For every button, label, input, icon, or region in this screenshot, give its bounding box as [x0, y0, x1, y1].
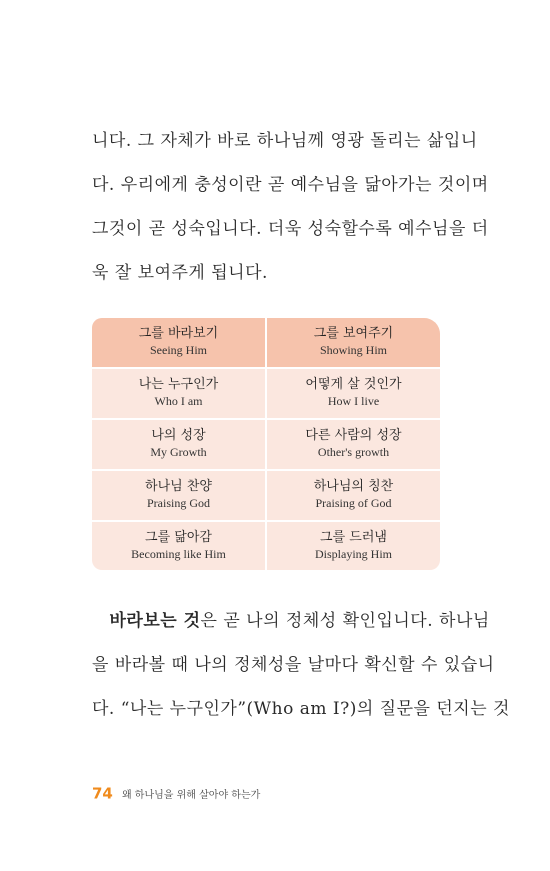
page-footer [92, 783, 260, 803]
cell-korean: 나의 성장 [151, 428, 206, 443]
cell-korean: 어떻게 살 것인가 [305, 377, 402, 392]
cell-korean: 그를 보여주기 [313, 326, 394, 341]
paragraph-2 [92, 599, 510, 731]
cell-english: Praising God [147, 496, 210, 510]
table-cell [92, 369, 265, 418]
text-run: 은 곧 나의 정체성 확인입니다. 하나님 [200, 611, 490, 631]
table-cell [92, 471, 265, 520]
cell-korean: 그를 바라보기 [138, 326, 219, 341]
cell-english: Seeing Him [150, 343, 207, 357]
text-line [92, 599, 490, 643]
row-divider [92, 520, 440, 522]
column-divider [265, 318, 267, 570]
table-cell [92, 522, 265, 570]
text-line: 니다. 그 자체가 바로 하나님께 영광 돌리는 삶입니 [92, 131, 478, 151]
cell-english: Becoming like Him [131, 547, 226, 561]
cell-english: How I live [327, 394, 380, 408]
row-divider [92, 469, 440, 471]
text-line: 그것이 곧 성숙입니다. 더욱 성숙할수록 예수님을 더 [92, 219, 489, 239]
book-title: 왜 하나님을 위해 살아야 하는가 [121, 790, 261, 801]
row-divider [92, 418, 440, 420]
cell-korean: 그를 드러냄 [320, 530, 387, 545]
cell-english: My Growth [150, 445, 207, 459]
cell-english: Praising of God [315, 496, 392, 510]
bold-lead-phrase: 바라보는 것 [109, 611, 201, 631]
text-line: 다. 우리에게 충성이란 곧 예수님을 닮아가는 것이며 [92, 175, 489, 195]
row-divider [92, 367, 440, 369]
header-cell-seeing [92, 318, 265, 367]
cell-korean: 그를 닮아감 [145, 530, 212, 545]
table-cell [267, 471, 440, 520]
cell-korean: 나는 누구인가 [138, 377, 219, 392]
paragraph-1 [92, 119, 489, 295]
text-line: 을 바라볼 때 나의 정체성을 날마다 확신할 수 있습니 [92, 655, 495, 675]
cell-english: Displaying Him [315, 547, 392, 561]
comparison-table [92, 318, 440, 570]
cell-korean: 하나님의 칭찬 [313, 479, 394, 494]
cell-english: Other's growth [317, 445, 390, 459]
cell-english: Showing Him [319, 343, 387, 357]
text-line: 다. “나는 누구인가”(Who am I?)의 질문을 던지는 것 [92, 699, 510, 719]
cell-korean: 다른 사람의 성장 [305, 428, 402, 443]
text-line: 욱 잘 보여주게 됩니다. [92, 263, 268, 283]
table-cell [267, 369, 440, 418]
page-number: 74 [92, 784, 113, 803]
table-cell [267, 420, 440, 469]
table-cell [92, 420, 265, 469]
header-cell-showing [267, 318, 440, 367]
table-cell [267, 522, 440, 570]
cell-english: Who I am [154, 394, 203, 408]
cell-korean: 하나님 찬양 [145, 479, 212, 494]
